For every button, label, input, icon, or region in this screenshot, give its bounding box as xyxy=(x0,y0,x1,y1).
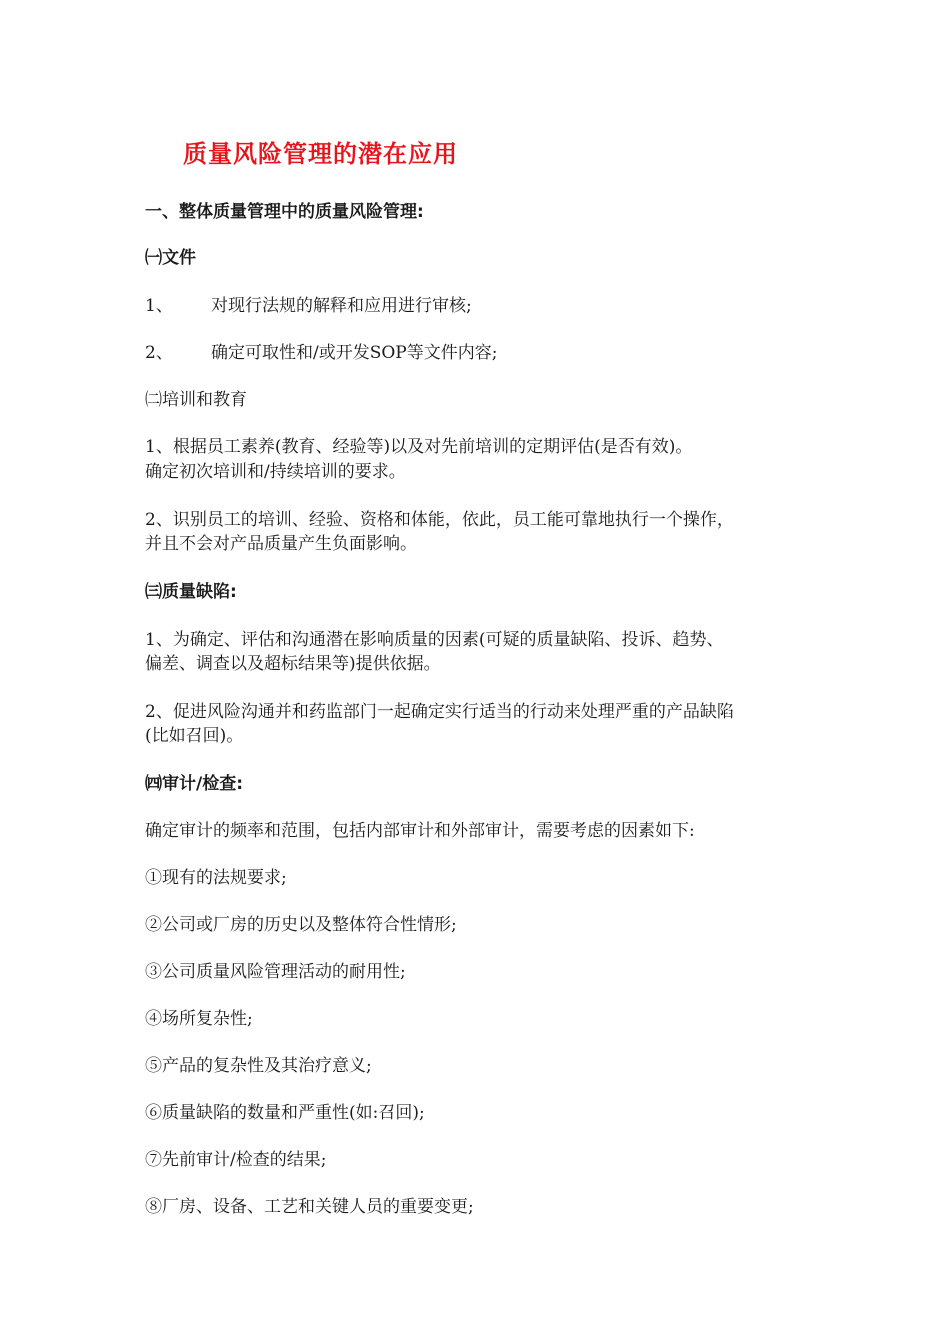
list-item-text: 确定可取性和/或开发SOP等文件内容; xyxy=(211,343,498,363)
paragraph-line: 1、根据员工素养(教育、经验等)以及对先前培训的定期评估(是否有效)。 xyxy=(145,437,693,457)
document-title: 质量风险管理的潜在应用 xyxy=(183,139,458,168)
paragraph-line: 并且不会对产品质量产生负面影响。 xyxy=(145,534,417,554)
factor-item: ④场所复杂性; xyxy=(145,1009,253,1029)
paragraph-line: 偏差、调查以及超标结果等)提供依据。 xyxy=(145,654,441,674)
factor-item: ⑤产品的复杂性及其治疗意义; xyxy=(145,1056,372,1076)
factor-item: ⑥质量缺陷的数量和严重性(如:召回); xyxy=(145,1103,425,1123)
subsection-heading-quality-defects: ㈢质量缺陷: xyxy=(145,582,237,602)
subsection-heading-documents: ㈠文件 xyxy=(145,248,196,268)
subsection-heading-training: ㈡培训和教育 xyxy=(145,390,247,410)
factor-item: ③公司质量风险管理活动的耐用性; xyxy=(145,962,406,982)
factor-item: ⑧厂房、设备、工艺和关键人员的重要变更; xyxy=(145,1197,474,1217)
section-heading-1: 一、整体质量管理中的质量风险管理: xyxy=(145,202,424,222)
paragraph-line: 1、为确定、评估和沟通潜在影响质量的因素(可疑的质量缺陷、投诉、趋势、 xyxy=(145,630,724,650)
list-item xyxy=(145,294,825,318)
paragraph-line: 确定审计的频率和范围，包括内部审计和外部审计，需要考虑的因素如下: xyxy=(145,821,695,841)
list-item xyxy=(145,341,825,365)
paragraph-line: 确定初次培训和/持续培训的要求。 xyxy=(145,462,406,482)
list-item-number: 2、 xyxy=(145,343,173,363)
factor-item: ①现有的法规要求; xyxy=(145,868,287,888)
factor-item: ⑦先前审计/检查的结果; xyxy=(145,1150,327,1170)
list-item-number: 1、 xyxy=(145,296,173,316)
paragraph-line: (比如召回)。 xyxy=(145,726,244,746)
paragraph-line: 2、识别员工的培训、经验、资格和体能，依此，员工能可靠地执行一个操作， xyxy=(145,510,734,530)
list-item-text: 对现行法规的解释和应用进行审核; xyxy=(211,296,472,316)
subsection-heading-audit: ㈣审计/检查: xyxy=(145,774,244,794)
factor-item: ②公司或厂房的历史以及整体符合性情形; xyxy=(145,915,457,935)
paragraph-line: 2、促进风险沟通并和药监部门一起确定实行适当的行动来处理严重的产品缺陷 xyxy=(145,702,734,722)
